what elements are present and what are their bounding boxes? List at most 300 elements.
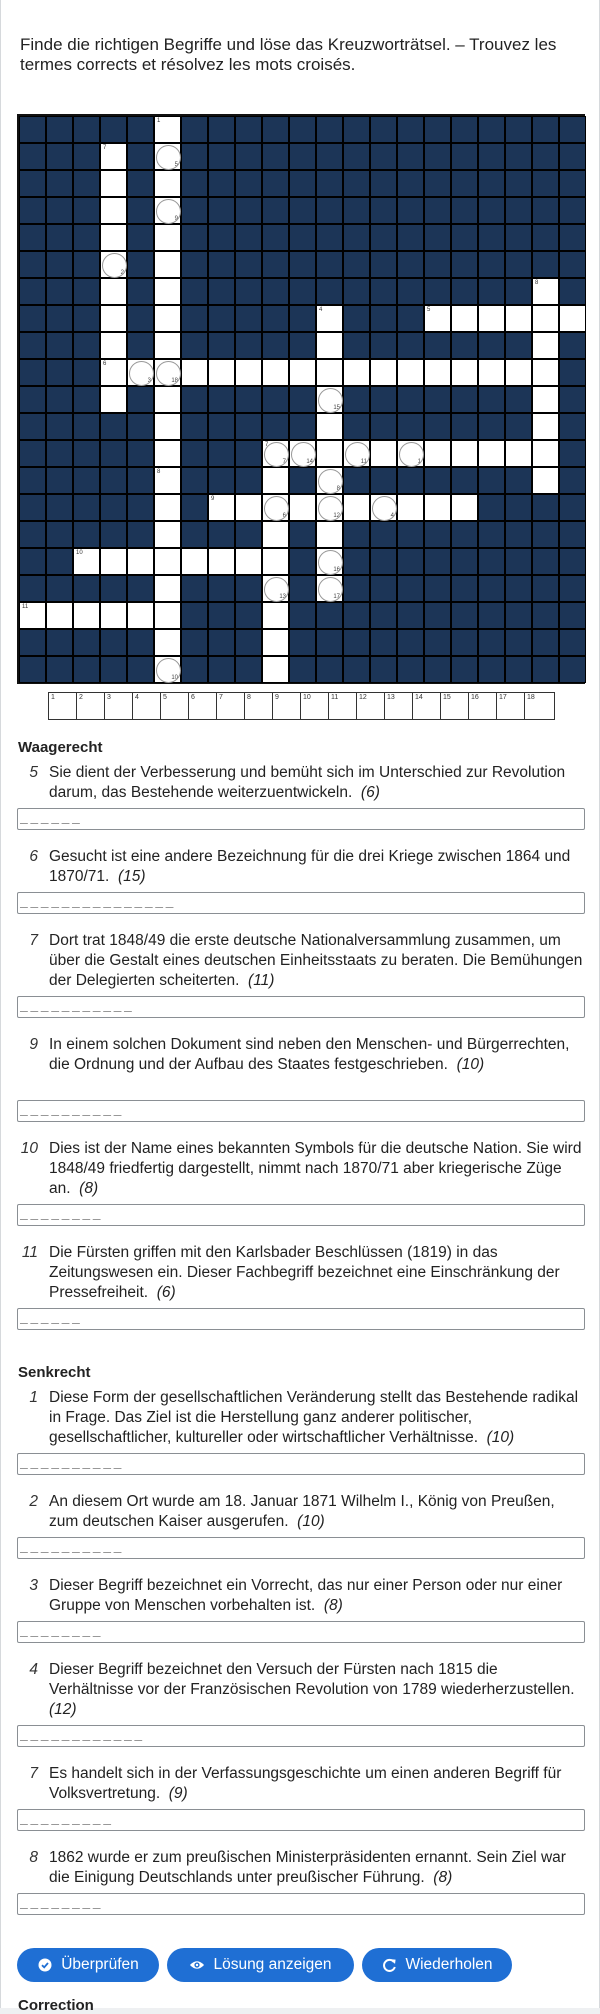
grid-cell-input[interactable]	[316, 467, 343, 494]
grid-cell-blocked	[397, 386, 424, 413]
clue-number: 1	[157, 118, 161, 124]
grid-cell-blocked	[451, 548, 478, 575]
grid-cell-blocked	[181, 143, 208, 170]
grid-cell-blocked	[343, 251, 370, 278]
grid-cell-input[interactable]	[208, 494, 235, 521]
grid-cell-blocked	[397, 116, 424, 143]
clue-body: Gesucht ist eine andere Bezeichnung für die drei Kriege zwischen 1864 und 1870/71.	[49, 848, 571, 885]
grid-cell-input[interactable]	[316, 413, 343, 440]
grid-cell-blocked	[343, 467, 370, 494]
grid-cell-input[interactable]	[451, 305, 478, 332]
solution-letter-box[interactable]	[189, 693, 217, 719]
answer-input[interactable]: _ _ _ _ _ _	[17, 1308, 585, 1330]
grid-cell-input[interactable]	[505, 305, 532, 332]
grid-cell-blocked	[289, 116, 316, 143]
solution-letter-index: 16	[333, 567, 340, 573]
grid-cell-blocked	[208, 278, 235, 305]
grid-cell-input[interactable]	[154, 548, 181, 575]
grid-cell-input[interactable]	[100, 548, 127, 575]
clue-number: 6	[103, 361, 107, 367]
grid-cell-input[interactable]	[316, 359, 343, 386]
grid-cell-input[interactable]	[100, 305, 127, 332]
grid-cell-input[interactable]	[154, 521, 181, 548]
grid-cell-input[interactable]	[19, 602, 46, 629]
grid-cell-input[interactable]	[478, 305, 505, 332]
grid-cell-input[interactable]	[100, 278, 127, 305]
grid-cell-blocked	[289, 197, 316, 224]
grid-cell-input[interactable]	[424, 305, 451, 332]
grid-cell-input[interactable]	[532, 332, 559, 359]
clue-number: 5	[29, 764, 38, 781]
grid-cell-blocked	[424, 116, 451, 143]
solution-letter-box[interactable]	[133, 693, 161, 719]
grid-cell-blocked	[46, 629, 73, 656]
solution-letter-box[interactable]	[385, 693, 413, 719]
grid-cell-blocked	[478, 224, 505, 251]
grid-cell-blocked	[208, 197, 235, 224]
solution-letter-number: 8	[247, 694, 251, 701]
grid-cell-blocked	[343, 224, 370, 251]
grid-cell-blocked	[235, 116, 262, 143]
grid-cell-input[interactable]	[262, 467, 289, 494]
grid-cell-blocked	[343, 278, 370, 305]
grid-cell-input[interactable]	[532, 413, 559, 440]
grid-cell-input[interactable]	[100, 332, 127, 359]
grid-cell-input[interactable]	[478, 359, 505, 386]
grid-cell-blocked	[46, 440, 73, 467]
grid-cell-blocked	[424, 467, 451, 494]
grid-cell-blocked	[343, 413, 370, 440]
grid-cell-input[interactable]	[532, 305, 559, 332]
grid-cell-blocked	[19, 656, 46, 683]
clue-body: Dort trat 1848/49 die erste deutsche Nationalversammlung zusammen, um über die Gestalt eines deutschen Einheitsstaats zu beraten. Die Bemühungen der Delegierten scheiterten.	[49, 932, 583, 989]
grid-cell-blocked	[235, 224, 262, 251]
grid-cell-blocked	[370, 521, 397, 548]
clue-number: 8	[535, 280, 539, 286]
grid-cell-blocked	[181, 575, 208, 602]
grid-cell-blocked	[451, 197, 478, 224]
grid-cell-input[interactable]	[154, 494, 181, 521]
grid-cell-input[interactable]	[127, 359, 154, 386]
grid-cell-blocked	[478, 656, 505, 683]
grid-cell-input[interactable]	[262, 602, 289, 629]
show-solution-button[interactable]	[167, 1948, 354, 1982]
grid-cell-blocked	[424, 251, 451, 278]
grid-cell-blocked	[73, 413, 100, 440]
grid-cell-input[interactable]	[370, 440, 397, 467]
grid-cell-input[interactable]	[154, 575, 181, 602]
grid-cell-blocked	[208, 116, 235, 143]
clue-text	[49, 1139, 585, 1199]
answer-input[interactable]: _ _ _ _ _ _ _ _ _ _ _	[17, 996, 585, 1018]
grid-cell-blocked	[289, 332, 316, 359]
grid-cell-blocked	[505, 548, 532, 575]
grid-cell-blocked	[262, 278, 289, 305]
grid-cell-blocked	[73, 656, 100, 683]
grid-cell-blocked	[505, 521, 532, 548]
answer-input[interactable]: _ _ _ _ _ _ _ _	[17, 1893, 585, 1915]
grid-cell-blocked	[532, 656, 559, 683]
grid-cell-input[interactable]	[316, 494, 343, 521]
solution-letter-box[interactable]	[217, 693, 245, 719]
clue-body: Dieser Begriff bezeichnet den Versuch der Fürsten nach 1815 die Verhältnisse vor der Französischen Revolution von 1789 wiederherzustellen.	[49, 1661, 579, 1698]
grid-cell-blocked	[235, 602, 262, 629]
grid-cell-blocked	[559, 386, 586, 413]
grid-cell-blocked	[316, 116, 343, 143]
solution-letter-number: 5	[163, 694, 167, 701]
grid-cell-input[interactable]	[154, 413, 181, 440]
solution-letter-box[interactable]	[441, 693, 469, 719]
grid-cell-blocked	[19, 629, 46, 656]
grid-cell-input[interactable]	[559, 305, 586, 332]
grid-cell-input[interactable]	[262, 440, 289, 467]
grid-cell-input[interactable]	[154, 629, 181, 656]
grid-cell-blocked	[289, 413, 316, 440]
grid-cell-input[interactable]	[424, 494, 451, 521]
grid-cell-input[interactable]	[451, 359, 478, 386]
grid-cell-blocked	[451, 467, 478, 494]
grid-cell-blocked	[505, 197, 532, 224]
grid-cell-input[interactable]	[100, 386, 127, 413]
grid-cell-blocked	[262, 305, 289, 332]
grid-cell-blocked	[127, 305, 154, 332]
show-solution-button-label: Lösung anzeigen	[213, 1956, 332, 1973]
grid-cell-blocked	[424, 656, 451, 683]
crossword-grid	[17, 114, 585, 684]
solution-letter-box[interactable]	[273, 693, 301, 719]
grid-cell-blocked	[559, 143, 586, 170]
grid-cell-input[interactable]	[532, 359, 559, 386]
grid-cell-blocked	[478, 170, 505, 197]
grid-cell-blocked	[478, 143, 505, 170]
solution-letter-box[interactable]	[357, 693, 385, 719]
grid-cell-blocked	[73, 305, 100, 332]
solution-letter-box[interactable]	[329, 693, 357, 719]
grid-cell-blocked	[343, 629, 370, 656]
grid-cell-blocked	[100, 116, 127, 143]
grid-cell-blocked	[343, 521, 370, 548]
grid-cell-blocked	[19, 494, 46, 521]
grid-cell-blocked	[478, 413, 505, 440]
grid-cell-blocked	[235, 197, 262, 224]
grid-cell-blocked	[73, 359, 100, 386]
solution-letter-number: 7	[219, 694, 223, 701]
grid-cell-blocked	[424, 629, 451, 656]
grid-cell-blocked	[73, 332, 100, 359]
grid-cell-input[interactable]	[316, 305, 343, 332]
grid-cell-blocked	[424, 413, 451, 440]
answer-input[interactable]: _ _ _ _ _ _	[17, 808, 585, 830]
solution-letter-index: 6	[282, 513, 286, 519]
grid-cell-input[interactable]	[154, 251, 181, 278]
clue-text	[49, 1035, 585, 1075]
grid-cell-input[interactable]	[154, 386, 181, 413]
grid-cell-input[interactable]	[154, 332, 181, 359]
answer-input[interactable]: _ _ _ _ _ _ _ _	[17, 1204, 585, 1226]
grid-cell-blocked	[424, 521, 451, 548]
grid-cell-blocked	[451, 413, 478, 440]
grid-cell-blocked	[478, 602, 505, 629]
grid-cell-input[interactable]	[100, 224, 127, 251]
grid-cell-input[interactable]	[235, 494, 262, 521]
clue-number: 11	[21, 1244, 38, 1261]
grid-cell-blocked	[316, 170, 343, 197]
grid-cell-input[interactable]	[424, 440, 451, 467]
grid-cell-blocked	[73, 143, 100, 170]
grid-cell-blocked	[505, 602, 532, 629]
grid-cell-blocked	[235, 278, 262, 305]
solution-letter-box[interactable]	[413, 693, 441, 719]
grid-cell-input[interactable]	[316, 332, 343, 359]
grid-cell-input[interactable]	[73, 602, 100, 629]
grid-cell-input[interactable]	[316, 575, 343, 602]
grid-cell-blocked	[397, 143, 424, 170]
grid-cell-blocked	[505, 224, 532, 251]
solution-letter-number: 4	[135, 694, 139, 701]
grid-cell-blocked	[478, 197, 505, 224]
grid-cell-blocked	[181, 629, 208, 656]
grid-cell-input[interactable]	[208, 359, 235, 386]
grid-cell-blocked	[559, 521, 586, 548]
grid-cell-input[interactable]	[424, 359, 451, 386]
grid-cell-blocked	[370, 413, 397, 440]
grid-cell-input[interactable]	[208, 548, 235, 575]
grid-cell-blocked	[532, 494, 559, 521]
grid-cell-blocked	[19, 332, 46, 359]
grid-cell-input[interactable]	[127, 548, 154, 575]
grid-cell-input[interactable]	[154, 116, 181, 143]
grid-cell-input[interactable]	[397, 440, 424, 467]
grid-cell-blocked	[46, 494, 73, 521]
clue-number: 10	[20, 1140, 38, 1157]
grid-cell-blocked	[370, 143, 397, 170]
grid-cell-blocked	[559, 359, 586, 386]
grid-cell-input[interactable]	[532, 278, 559, 305]
grid-cell-blocked	[208, 305, 235, 332]
grid-cell-blocked	[451, 521, 478, 548]
grid-cell-blocked	[451, 629, 478, 656]
grid-cell-blocked	[208, 629, 235, 656]
clue-number: 4	[29, 1661, 38, 1678]
grid-cell-blocked	[46, 332, 73, 359]
grid-cell-blocked	[127, 467, 154, 494]
grid-cell-blocked	[370, 305, 397, 332]
check-button[interactable]	[17, 1948, 159, 1982]
grid-cell-input[interactable]	[397, 359, 424, 386]
grid-cell-blocked	[559, 197, 586, 224]
answer-input[interactable]: _ _ _ _ _ _ _ _ _ _ _ _	[17, 1725, 585, 1747]
clue-text	[49, 847, 585, 887]
grid-cell-blocked	[100, 494, 127, 521]
clue-number: 7	[265, 442, 269, 448]
grid-cell-input[interactable]	[262, 575, 289, 602]
grid-cell-blocked	[181, 494, 208, 521]
solution-letter-number: 11	[331, 694, 339, 701]
solution-letter-box[interactable]	[49, 693, 77, 719]
grid-cell-blocked	[127, 413, 154, 440]
grid-cell-input[interactable]	[343, 359, 370, 386]
grid-cell-blocked	[559, 332, 586, 359]
grid-cell-input[interactable]	[343, 440, 370, 467]
grid-cell-input[interactable]	[100, 143, 127, 170]
grid-cell-input[interactable]	[532, 386, 559, 413]
clue-text	[49, 1660, 585, 1720]
retry-button[interactable]	[362, 1948, 512, 1982]
grid-cell-input[interactable]	[370, 359, 397, 386]
grid-cell-input[interactable]	[100, 251, 127, 278]
grid-cell-blocked	[289, 386, 316, 413]
grid-cell-blocked	[208, 602, 235, 629]
answer-input[interactable]: _ _ _ _ _ _ _ _ _ _	[17, 1537, 585, 1559]
answer-input[interactable]: _ _ _ _ _ _ _ _ _ _ _ _ _ _ _	[17, 892, 585, 914]
grid-cell-blocked	[424, 575, 451, 602]
solution-letter-box[interactable]	[105, 693, 133, 719]
grid-cell-blocked	[559, 116, 586, 143]
grid-cell-input[interactable]	[154, 305, 181, 332]
grid-cell-input[interactable]	[154, 602, 181, 629]
grid-cell-input[interactable]	[262, 359, 289, 386]
solution-letter-box[interactable]	[497, 693, 525, 719]
grid-cell-blocked	[19, 116, 46, 143]
grid-cell-blocked	[289, 251, 316, 278]
grid-cell-input[interactable]	[262, 656, 289, 683]
grid-cell-input[interactable]	[262, 521, 289, 548]
grid-cell-blocked	[532, 116, 559, 143]
grid-cell-input[interactable]	[505, 440, 532, 467]
solution-letter-box[interactable]	[469, 693, 497, 719]
clue-length: (11)	[248, 972, 275, 989]
grid-cell-input[interactable]	[262, 629, 289, 656]
grid-cell-blocked	[127, 197, 154, 224]
grid-cell-input[interactable]	[451, 440, 478, 467]
grid-cell-input[interactable]	[154, 278, 181, 305]
grid-cell-blocked	[343, 197, 370, 224]
down-heading: Senkrecht	[18, 1364, 91, 1381]
answer-input[interactable]: _ _ _ _ _ _ _ _ _ _	[17, 1453, 585, 1475]
grid-cell-blocked	[370, 278, 397, 305]
grid-cell-blocked	[208, 251, 235, 278]
grid-cell-blocked	[73, 521, 100, 548]
grid-cell-blocked	[505, 251, 532, 278]
grid-cell-input[interactable]	[316, 440, 343, 467]
grid-cell-input[interactable]	[100, 197, 127, 224]
grid-cell-blocked	[235, 143, 262, 170]
grid-cell-blocked	[451, 278, 478, 305]
grid-cell-blocked	[181, 170, 208, 197]
grid-cell-blocked	[46, 224, 73, 251]
grid-cell-input[interactable]	[154, 197, 181, 224]
grid-cell-input[interactable]	[154, 440, 181, 467]
grid-cell-input[interactable]	[262, 494, 289, 521]
grid-cell-input[interactable]	[316, 521, 343, 548]
grid-cell-input[interactable]	[235, 548, 262, 575]
grid-cell-blocked	[343, 143, 370, 170]
grid-cell-blocked	[370, 251, 397, 278]
grid-cell-blocked	[559, 629, 586, 656]
grid-cell-blocked	[73, 224, 100, 251]
grid-cell-input[interactable]	[289, 494, 316, 521]
grid-cell-input[interactable]	[154, 143, 181, 170]
grid-cell-blocked	[235, 332, 262, 359]
grid-cell-input[interactable]	[100, 170, 127, 197]
grid-cell-input[interactable]	[100, 602, 127, 629]
grid-cell-input[interactable]	[154, 224, 181, 251]
grid-cell-input[interactable]	[73, 548, 100, 575]
grid-cell-input[interactable]	[154, 359, 181, 386]
grid-cell-input[interactable]	[316, 548, 343, 575]
grid-cell-blocked	[262, 413, 289, 440]
grid-cell-blocked	[46, 386, 73, 413]
grid-cell-input[interactable]	[181, 359, 208, 386]
grid-cell-blocked	[73, 278, 100, 305]
grid-cell-input[interactable]	[451, 494, 478, 521]
grid-cell-input[interactable]	[370, 494, 397, 521]
grid-cell-input[interactable]	[289, 359, 316, 386]
solution-letter-box[interactable]	[301, 693, 329, 719]
grid-cell-blocked	[343, 602, 370, 629]
grid-cell-blocked	[262, 224, 289, 251]
grid-cell-input[interactable]	[505, 359, 532, 386]
grid-cell-blocked	[181, 521, 208, 548]
grid-cell-input[interactable]	[397, 494, 424, 521]
solution-letter-number: 10	[303, 694, 311, 701]
grid-cell-input[interactable]	[343, 494, 370, 521]
answer-input[interactable]: _ _ _ _ _ _ _ _ _ _	[17, 1100, 585, 1122]
answer-input[interactable]: _ _ _ _ _ _ _ _	[17, 1621, 585, 1643]
grid-cell-input[interactable]	[262, 548, 289, 575]
grid-cell-blocked	[397, 656, 424, 683]
solution-letter-box[interactable]	[161, 693, 189, 719]
grid-cell-input[interactable]	[46, 602, 73, 629]
grid-cell-input[interactable]	[100, 359, 127, 386]
solution-letter-index: 2	[120, 270, 124, 276]
clue-number: 1	[29, 1389, 38, 1406]
grid-cell-blocked	[505, 332, 532, 359]
grid-cell-input[interactable]	[532, 440, 559, 467]
grid-cell-input[interactable]	[154, 656, 181, 683]
grid-cell-input[interactable]	[478, 440, 505, 467]
grid-cell-blocked	[478, 467, 505, 494]
grid-cell-input[interactable]	[154, 170, 181, 197]
grid-cell-blocked	[181, 251, 208, 278]
clue-length: (10)	[297, 1513, 325, 1530]
grid-cell-blocked	[181, 413, 208, 440]
answer-input[interactable]: _ _ _ _ _ _ _ _ _	[17, 1809, 585, 1831]
grid-cell-input[interactable]	[154, 467, 181, 494]
grid-cell-blocked	[127, 143, 154, 170]
solution-letter-box[interactable]	[77, 693, 105, 719]
grid-cell-input[interactable]	[235, 359, 262, 386]
grid-cell-input[interactable]	[316, 386, 343, 413]
grid-cell-input[interactable]	[532, 467, 559, 494]
grid-cell-blocked	[559, 656, 586, 683]
grid-cell-input[interactable]	[289, 440, 316, 467]
grid-cell-blocked	[73, 386, 100, 413]
solution-letter-box[interactable]	[525, 693, 553, 719]
grid-cell-blocked	[235, 170, 262, 197]
grid-cell-blocked	[46, 575, 73, 602]
grid-cell-input[interactable]	[127, 602, 154, 629]
grid-cell-input[interactable]	[181, 548, 208, 575]
grid-cell-blocked	[370, 332, 397, 359]
solution-letter-number: 1	[51, 694, 55, 701]
grid-cell-blocked	[19, 386, 46, 413]
solution-letter-box[interactable]	[245, 693, 273, 719]
grid-cell-blocked	[19, 575, 46, 602]
grid-cell-blocked	[73, 251, 100, 278]
grid-cell-blocked	[397, 224, 424, 251]
grid-cell-blocked	[343, 548, 370, 575]
